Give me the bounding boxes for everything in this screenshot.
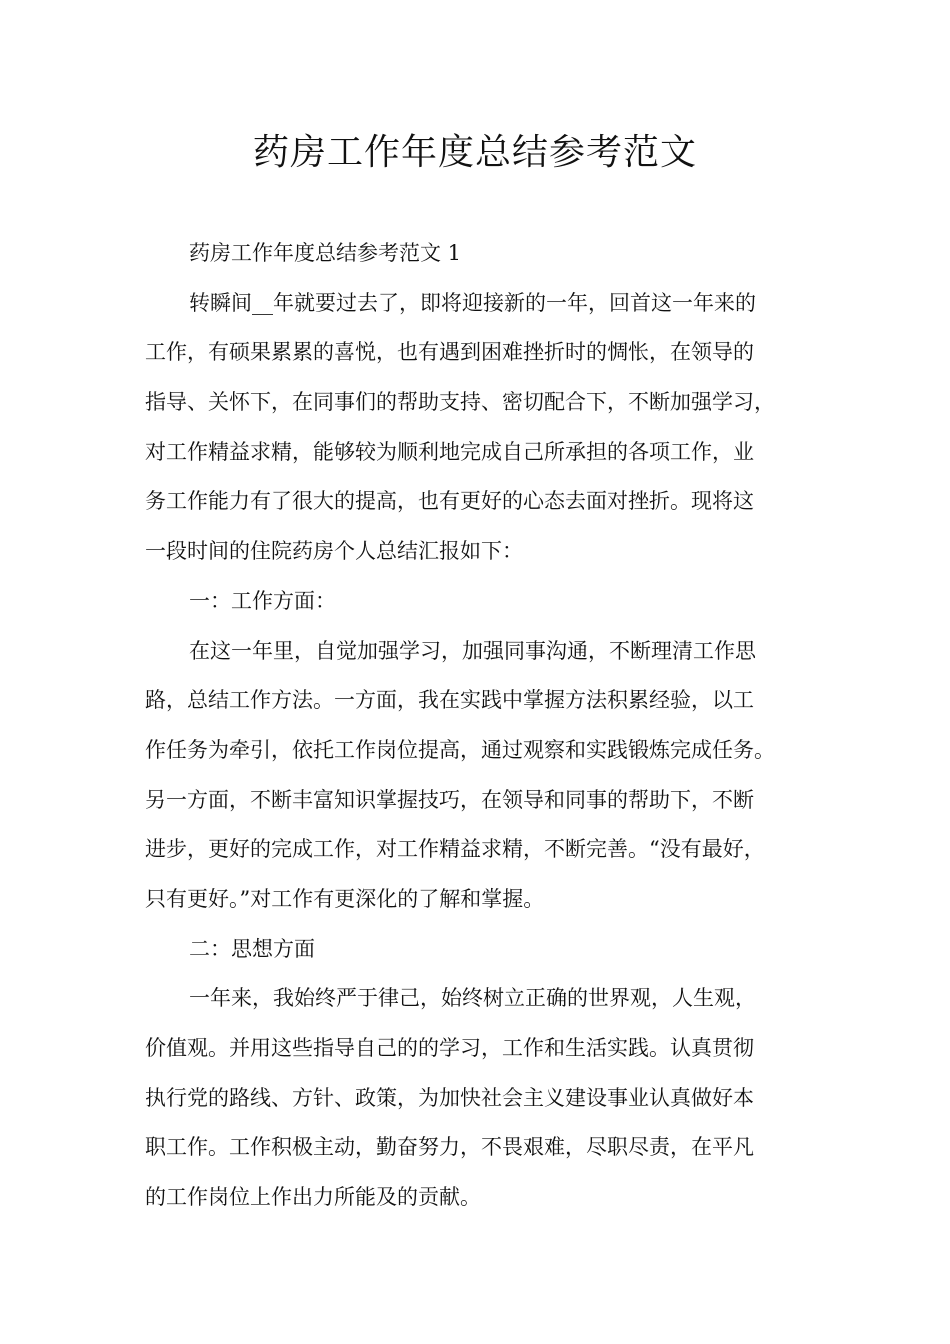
- section-heading: 一：工作方面：: [189, 588, 336, 613]
- paragraph-line: 进步，更好的完成工作，对工作精益求精，不断完善。“没有最好，: [145, 837, 765, 862]
- paragraph-line: 务工作能力有了很大的提高，也有更好的心态去面对挫折。现将这: [145, 489, 754, 514]
- paragraph-line: 一年来，我始终严于律己，始终树立正确的世界观，人生观，: [189, 986, 756, 1011]
- paragraph-line: 在这一年里，自觉加强学习，加强同事沟通，不断理清工作思: [189, 638, 756, 663]
- document-body: [145, 229, 830, 1223]
- paragraph-line: 工作，有硕果累累的喜悦，也有遇到困难挫折时的惆怅，在领导的: [145, 340, 754, 365]
- paragraph-line: 价值观。并用这些指导自己的的学习，工作和生活实践。认真贯彻: [145, 1036, 754, 1060]
- document-title: 药房工作年度总结参考范文: [252, 132, 697, 173]
- paragraph-line: 只有更好。”对工作有更深化的了解和掌握。: [145, 886, 545, 911]
- paragraph-line: 路，总结工作方法。一方面，我在实践中掌握方法积累经验，以工: [145, 688, 754, 713]
- paragraph-line: 转瞬间__年就要过去了，即将迎接新的一年，回首这一年来的: [189, 290, 756, 315]
- section-heading: 药房工作年度总结参考范文 1: [189, 241, 462, 265]
- section-heading: 二：思想方面: [189, 936, 315, 961]
- paragraph-line: 作任务为牵引，依托工作岗位提高，通过观察和实践锻炼完成任务。: [145, 737, 775, 762]
- paragraph-line: 对工作精益求精，能够较为顺利地完成自己所承担的各项工作，业: [145, 439, 754, 464]
- paragraph-line: 一段时间的住院药房个人总结汇报如下：: [145, 539, 523, 564]
- paragraph-line: 执行党的路线、方针、政策，为加快社会主义建设事业认真做好本: [145, 1085, 754, 1110]
- paragraph-line: 的工作岗位上作出力所能及的贡献。: [145, 1185, 481, 1210]
- paragraph-line: 职工作。工作积极主动，勤奋努力，不畏艰难，尽职尽责，在平凡: [145, 1135, 754, 1160]
- paragraph-line: 另一方面，不断丰富知识掌握技巧，在领导和同事的帮助下，不断: [145, 787, 754, 812]
- paragraph-line: 指导、关怀下，在同事们的帮助支持、密切配合下，不断加强学习，: [145, 390, 775, 415]
